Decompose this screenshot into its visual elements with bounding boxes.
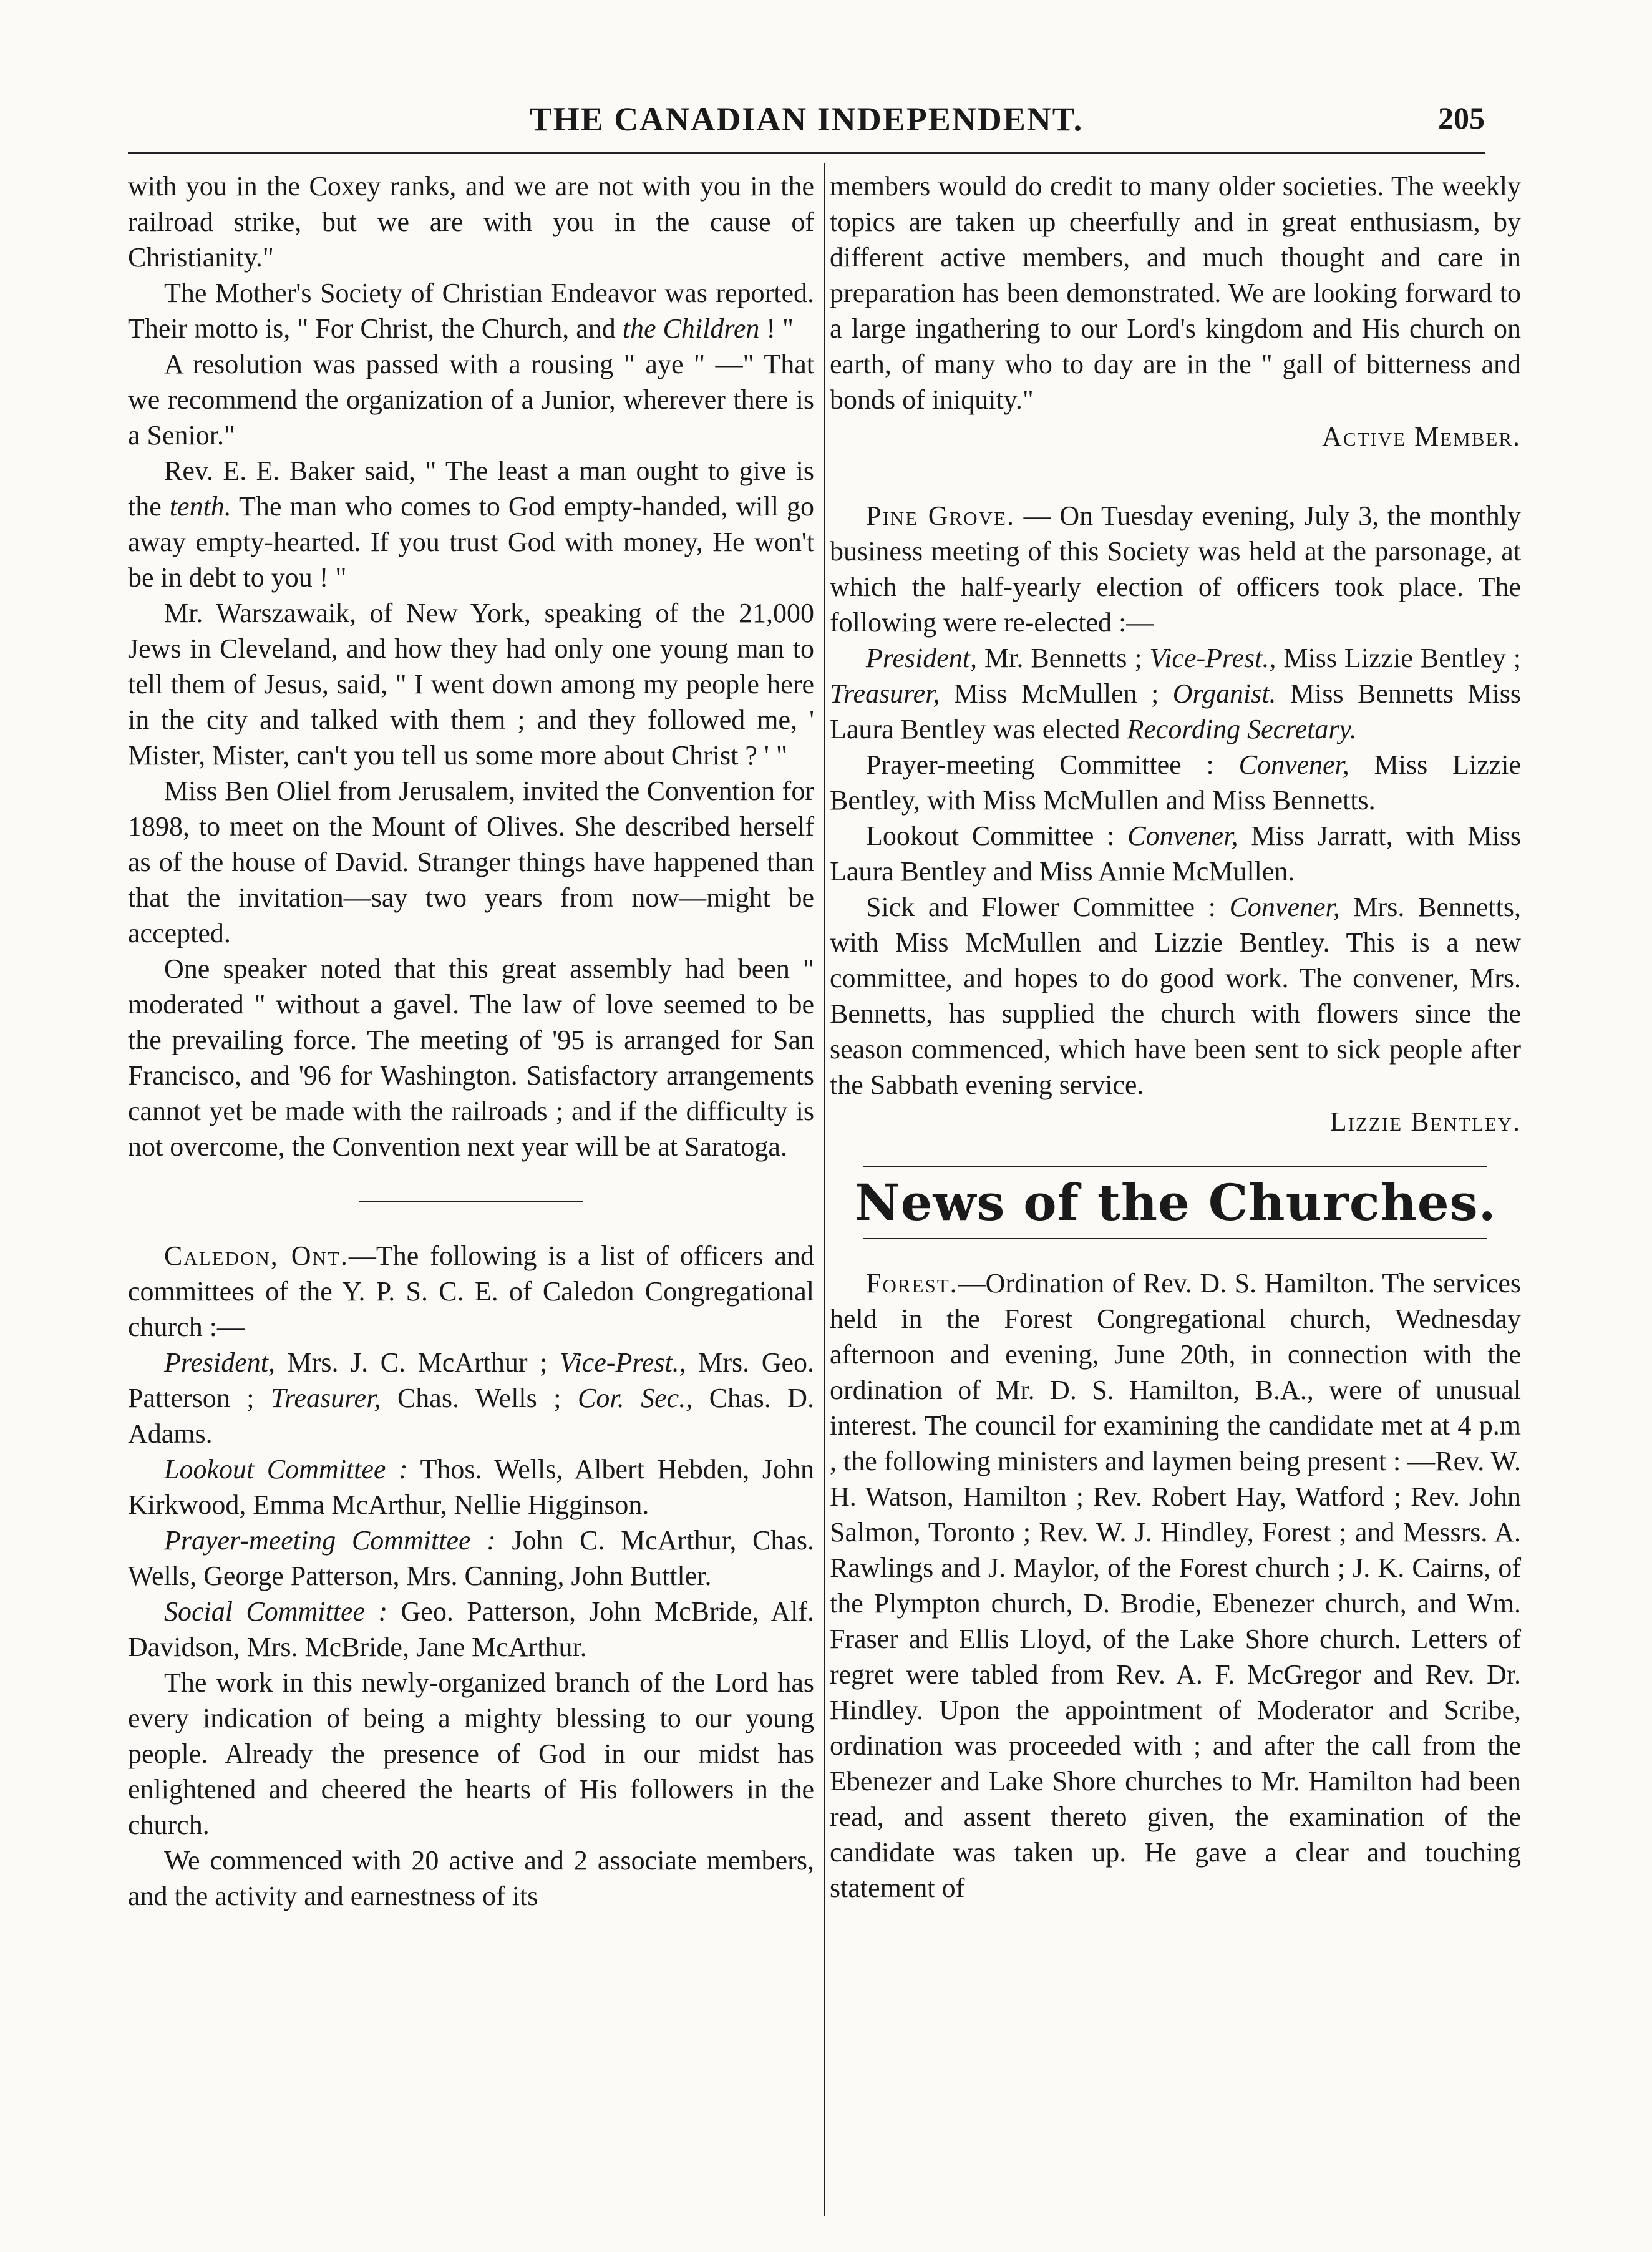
paragraph: A resolution was passed with a rousing " aye " —" That we recommend the organization of a Junior, wherever there is a Senior."	[128, 349, 814, 451]
paragraph: The work in this newly-organized branch of the Lord has every indication of being a mighty blessing to our young people. Already the presence of God in our midst has enlightened and cheered the hearts of His followers in the church.	[128, 1667, 814, 1840]
paragraph: members would do credit to many older societies. The weekly topics are taken up cheerfully and in great enthusiasm, by different active members, and much thought and care in preparation has been demonstrated. We are looking forward to a large ingathering to our Lord's kingdom and His church on earth, of many who to day are in the " gall of bitterness and bonds of iniquity."	[830, 171, 1521, 415]
section-divider	[359, 1201, 583, 1202]
paragraph: with you in the Coxey ranks, and we are not with you in the railroad strike, but we are with you in the cause of Christianity."	[128, 171, 814, 273]
society-report-intro: Pine Grove. — On Tuesday evening, July 3, the monthly business meeting of this Society was held at the parsonage, at which the half-yearly election of officers took place. The following were re-elected :—	[830, 500, 1521, 638]
right-column	[830, 168, 1521, 1906]
spacer	[830, 1139, 1521, 1164]
officers-list: President, Mr. Bennetts ; Vice-Prest., Miss Lizzie Bentley ; Treasurer, Miss McMullen ; Organist. Miss Bennetts Miss Laura Bentley was elected Recording Secretary.	[830, 643, 1521, 744]
committee-entry: Social Committee : Geo. Patterson, John McBride, Alf. Davidson, Mrs. McBride, Jane McArthur.	[128, 1596, 815, 1662]
paragraph: The Mother's Society of Christian Endeavor was reported. Their motto is, " For Christ, the Church, and the Children ! "	[128, 278, 814, 344]
paragraph: One speaker noted that this great assembly had been " moderated " without a gavel. The law of love seemed to be the prevailing force. The meeting of '95 is arranged for San Francisco, and '96 for Washington. Satisfactory arrangements cannot yet be made with the railroads ; and if the difficulty is not overcome, the Convention next year will be at Saratoga.	[128, 953, 814, 1162]
section-rule	[863, 1238, 1487, 1239]
paragraph: Miss Ben Oliel from Jerusalem, invited the Convention for 1898, to meet on the Mount of Olives. She described herself as of the house of David. Stranger things have happened than that the invitation—say two years from now—might be accepted.	[128, 776, 814, 948]
committee-entry: Lookout Committee : Thos. Wells, Albert Hebden, John Kirkwood, Emma McArthur, Nellie Higginson.	[128, 1454, 815, 1520]
officers-list: President, Mrs. J. C. McArthur ; Vice-Prest., Mrs. Geo. Patterson ; Treasurer, Chas. Wells ; Cor. Sec., Chas. D. Adams.	[128, 1347, 814, 1449]
publication-title: THE CANADIAN INDEPENDENT.	[529, 100, 1084, 138]
page-number: 205	[1438, 100, 1485, 135]
section-heading: News of the Churches.	[854, 1173, 1497, 1232]
spacer	[830, 1241, 1521, 1265]
committee-entry: Prayer-meeting Committee : John C. McArthur, Chas. Wells, George Patterson, Mrs. Canning, John Buttler.	[128, 1525, 814, 1591]
signature: Active Member.	[1322, 421, 1521, 452]
news-item: Forest.—Ordination of Rev. D. S. Hamilton. The services held in the Forest Congregational church, Wednesday afternoon and evening, June 20th, in connection with the ordination of Mr. D. S. Hamilton, B.A., were of unusual interest. The council for examining the candidate met at 4 p.m , the following ministers and laymen being present : —Rev. W. H. Watson, Hamilton ; Rev. Robert Hay, Watford ; Rev. John Salmon, Toronto ; Rev. W. J. Hindley, Forest ; and Messrs. A. Rawlings and J. Maylor, of the Forest church ; J. K. Cairns, of the Plympton church, D. Brodie, Ebenezer church, and Wm. Fraser and Ellis Lloyd, of the Lake Shore church. Letters of regret were tabled from Rev. A. F. McGregor and Rev. Dr. Hindley. Upon the appointment of Moderator and Scribe, ordination was proceeded with ; and after the call from the Ebenezer and Lake Shore churches to Mr. Hamilton had been read, and assent thereto given, the examination of the candidate was taken up. He gave a clear and touching statement of	[830, 1268, 1521, 1903]
society-report-intro: Caledon, Ont.—The following is a list of officers and committees of the Y. P. S. C. E. of Caledon Congregational church :—	[128, 1241, 814, 1342]
paragraph: Mr. Warszawaik, of New York, speaking of the 21,000 Jews in Cleveland, and how they had only one young man to tell them of Jesus, said, " I went down among my people here in the city and talked with them ; and they followed me, ' Mister, Mister, can't you tell us some more about Christ ? ' "	[128, 598, 814, 771]
paragraph: We commenced with 20 active and 2 associate members, and the activity and earnestness of its	[128, 1845, 814, 1911]
spacer	[830, 454, 1521, 498]
committee-entry: Lookout Committee : Convener, Miss Jarratt, with Miss Laura Bentley and Miss Annie McMullen.	[830, 821, 1521, 887]
committee-entry: Sick and Flower Committee : Convener, Mrs. Bennetts, with Miss McMullen and Lizzie Bentley. This is a new committee, and hopes to do good work. The convener, Mrs. Bennetts, has supplied the church with flowers since the season commenced, which have been sent to sick people after the Sabbath evening service.	[830, 892, 1521, 1100]
signature: Lizzie Bentley.	[1329, 1106, 1521, 1137]
committee-entry: Prayer-meeting Committee : Convener, Miss Lizzie Bentley, with Miss McMullen and Miss Bennetts.	[830, 749, 1522, 816]
section-rule	[863, 1166, 1487, 1167]
paragraph: Rev. E. E. Baker said, " The least a man ought to give is the tenth. The man who comes to God empty-handed, will go away empty-hearted. If you trust God with money, He won't be in debt to you ! "	[128, 456, 814, 593]
column-divider	[824, 163, 825, 2216]
header-rule	[128, 152, 1485, 154]
running-head	[128, 87, 1485, 144]
left-column	[128, 168, 814, 1914]
